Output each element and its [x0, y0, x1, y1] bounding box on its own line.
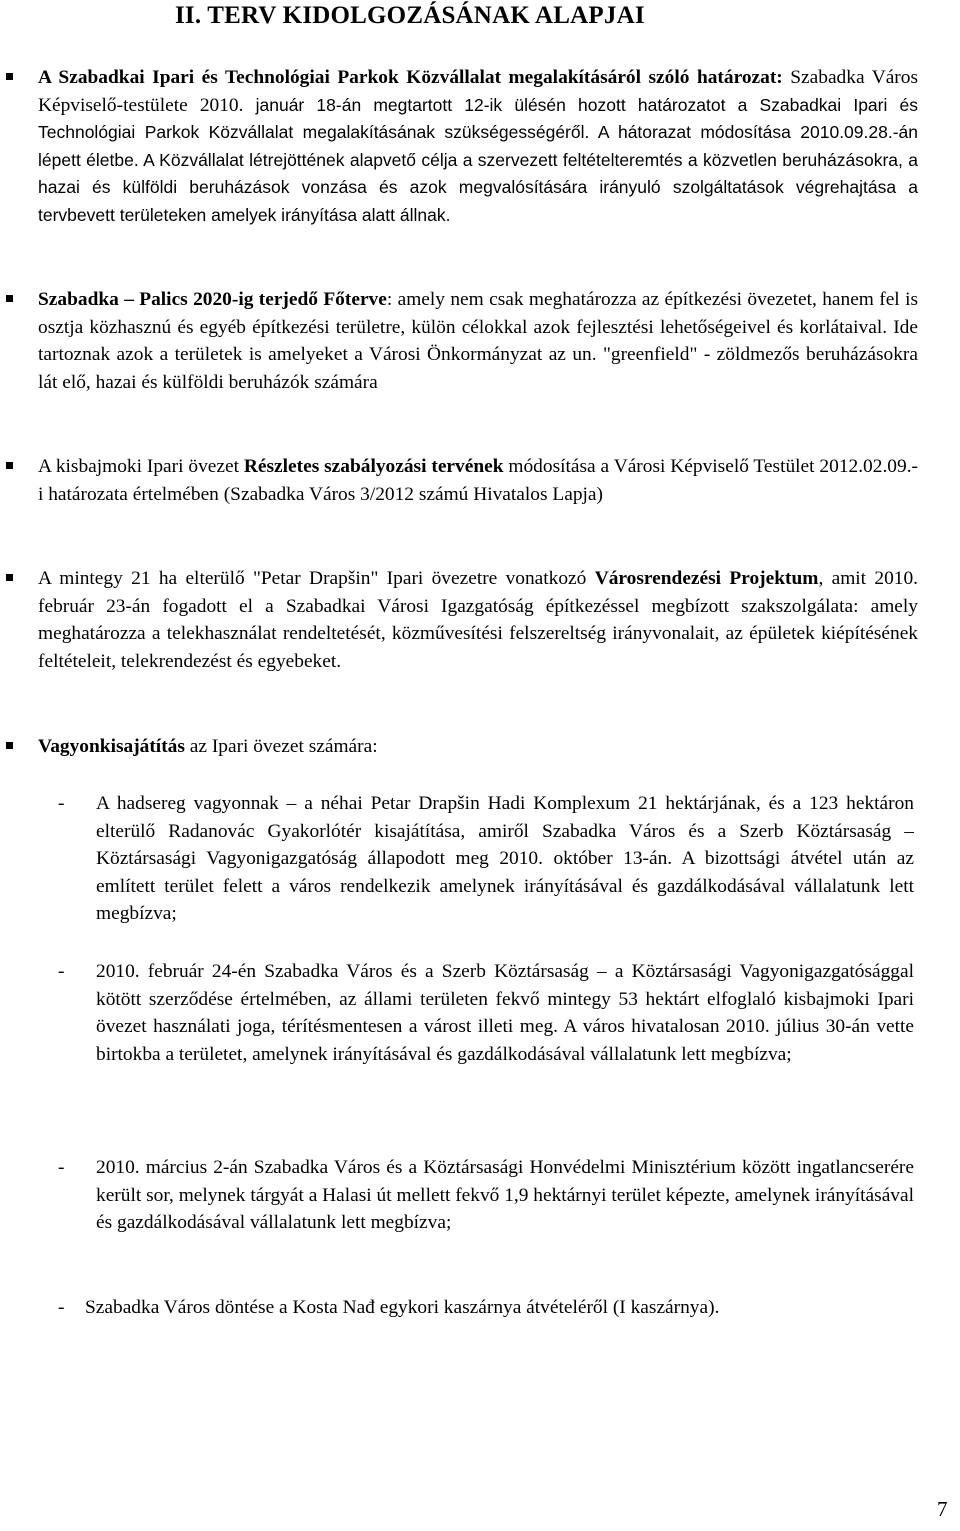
dash-marker: -: [58, 961, 65, 982]
dash-item-text: 2010. március 2-án Szabadka Város és a Köztársasági Honvédelmi Minisztérium között ingatlancserére került sor, melynek tárgyát a Halasi út mellett fekvő 1,9 hektárnyi terület képezte, amelynek irányításával és gazdálkodásával vállalatunk lett megbízva;: [96, 1157, 914, 1234]
paragraph-bold-lead: A Szabadkai Ipari és Technológiai Parkok Közvállalat megalakításáról szóló határozat:: [38, 67, 783, 88]
paragraph-bold-term: Részletes szabályozási tervének: [243, 456, 504, 477]
paragraph-text: : amely nem csak meghatározza az építkezési övezetet, hanem fel is osztja közhasznú és egyéb építkezési területre, külön célokkal azok fejlesztési lehetőségeivel és korlátaival. Ide tartoznak azok a területek is amelyeket a Városi Önkormányzat az un. "greenfield" - zöldmezős beruházásokra lát elő, hazai és külföldi beruházók számára: [38, 289, 918, 393]
square-bullet-icon: [6, 295, 13, 302]
bullet-paragraph-park-decision: [38, 64, 918, 230]
paragraph-text: A kisbajmoki Ipari övezet: [38, 456, 244, 477]
bullet-paragraph-urban-project: [38, 565, 918, 675]
paragraph-text: január 18-án megtartott 12-ik ülésén hozott határozatot a Szabadkai Ipari és Technológiai Parkok Közvállalat megalakításának szükségességéről. A hátorazat módosítása 2010.09.28.-án lépett életbe. A Közvállalat létrejöttének alapvető célja a szervezett feltételteremtés a közvetlen beruházásokra, a hazai és külföldi beruházások vonzása és azok megvalósítására irányuló szolgáltatások végrehajtása a tervbevett területeken amelyek irányítása alatt állnak.: [38, 94, 919, 225]
square-bullet-icon: [6, 462, 13, 469]
dash-list-item: [58, 958, 914, 1068]
bullet-paragraph-master-plan: [38, 286, 918, 396]
square-bullet-icon: [6, 73, 13, 80]
paragraph-bold-term: Vagyonkisajátítás: [38, 736, 185, 757]
section-heading: II. TERV KIDOLGOZÁSÁNAK ALAPJAI: [175, 2, 645, 29]
paragraph-text: A mintegy 21 ha elterülő "Petar Drapšin" Ipari övezetre vonatkozó: [38, 568, 595, 589]
dash-item-text: A hadsereg vagyonnak – a néhai Petar Drapšin Hadi Komplexum 21 hektárjának, és a 123 hektáron elterülő Radanovác Gyakorlótér kisajátítása, amiről Szabadka Város és a Szerb Köztársaság – Köztársasági Vagyonigazgatóság állapodott meg 2010. október 13-án. A bizottsági átvétel után az említett terület felett a város rendelkezik amelynek irányításával és gazdálkodásával vállalatunk lett megbízva;: [96, 793, 914, 925]
dash-list-item: [58, 1154, 914, 1237]
bullet-paragraph-expropriation: [38, 733, 918, 761]
paragraph-bold-lead: Szabadka – Palics 2020-ig terjedő Főterve: [38, 289, 387, 310]
paragraph-text: módosítása a Városi Képviselő Testület 2012.02.09.-i határozata értelmében (Szabadka Város 3/2012 számú Hivatalos Lapja): [38, 456, 918, 505]
dash-list-item: [58, 1294, 925, 1322]
dash-marker: -: [58, 1297, 65, 1318]
dash-marker: -: [58, 1157, 65, 1178]
square-bullet-icon: [6, 742, 13, 749]
paragraph-text: , amit 2010. február 23-án fogadott el a Szabadkai Városi Igazgatóság építkezéssel megbízott szakszolgálata: amely meghatározza a telekhasználat rendeltetését, közművesítési felszereltség irányvonalait, az épületek kiépítésének feltételeit, telekrendezést és egyebeket.: [38, 568, 919, 672]
bullet-paragraph-detailed-regulation: [38, 453, 918, 508]
page-number: 7: [937, 1497, 948, 1521]
dash-list-item: [58, 790, 914, 928]
paragraph-text: Szabadka Város Képviselő-testülete 2010.: [38, 67, 919, 116]
paragraph-text: az Ipari övezet számára:: [184, 736, 378, 757]
dash-marker: -: [58, 793, 65, 814]
square-bullet-icon: [6, 574, 13, 581]
paragraph-bold-term: Városrendezési Projektum: [594, 568, 819, 589]
dash-item-text: Szabadka Város döntése a Kosta Nađ egykori kaszárnya átvételéről (I kaszárnya).: [85, 1297, 720, 1318]
dash-item-text: 2010. február 24-én Szabadka Város és a Szerb Köztársaság – a Köztársasági Vagyonigazgatósággal kötött szerződése értelmében, az állami területen fekvő mintegy 53 hektárt elfoglaló kisbajmoki Ipari övezet használati joga, térítésmentesen a várost illeti meg. A város hivatalosan 2010. július 30-án vette birtokba a területet, amelynek irányításával és gazdálkodásával vállalatunk lett megbízva;: [96, 961, 914, 1065]
